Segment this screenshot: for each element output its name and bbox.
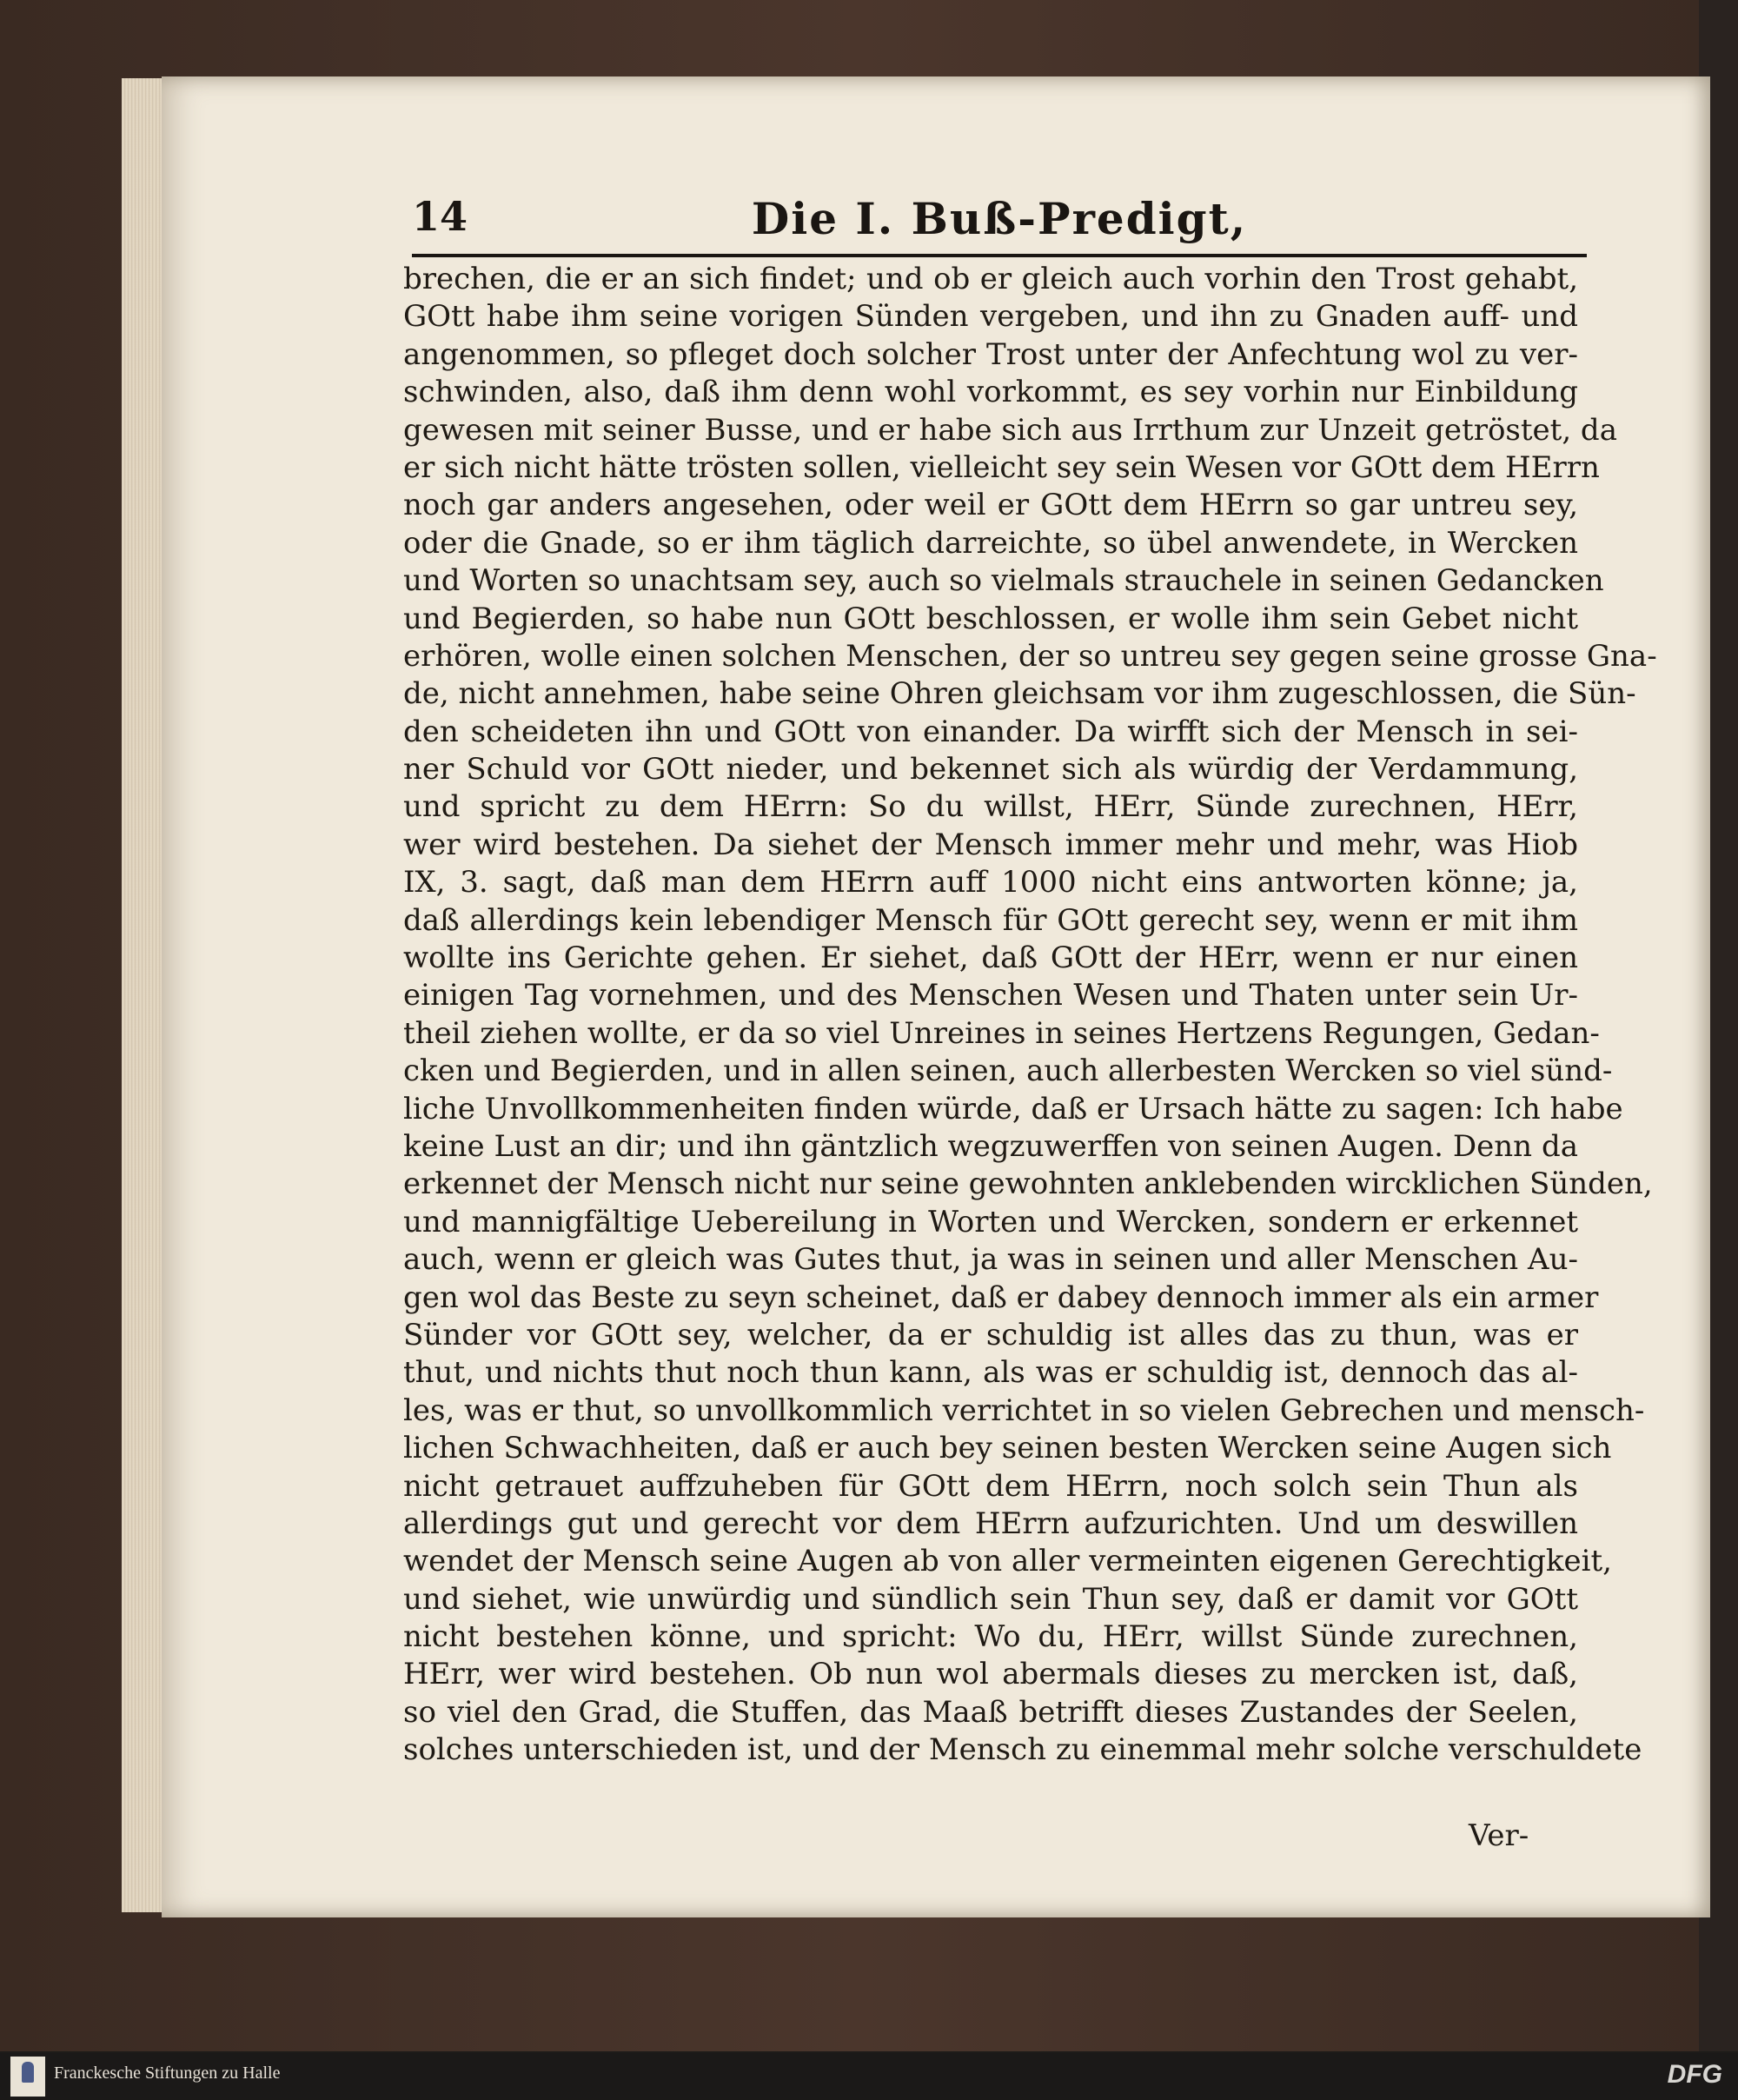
page-number: 14 (412, 193, 468, 240)
text-line: daß allerdings kein lebendiger Mensch für GOtt gerecht sey, wenn er mit ihm (403, 902, 1578, 938)
text-line: und Begierden, so habe nun GOtt beschlossen, er wolle ihm sein Gebet nicht (403, 601, 1578, 636)
text-line: gen wol das Beste zu seyn scheinet, daß er dabey dennoch immer als ein armer (403, 1279, 1599, 1315)
body-text (403, 261, 1657, 1770)
text-line: nicht getrauet auffzuheben für GOtt dem HErrn, noch solch sein Thun als (403, 1468, 1578, 1504)
catchword: Ver- (1469, 1818, 1529, 1853)
text-line: schwinden, also, daß ihm denn wohl vorkommt, es sey vorhin nur Einbildung (403, 375, 1578, 410)
text-line: solches unterschieden ist, und der Mensch zu einemmal mehr solche verschuldete (403, 1732, 1642, 1768)
text-line: thut, und nichts thut noch thun kann, als was er schuldig ist, dennoch das al- (403, 1355, 1578, 1391)
text-line: den scheideten ihn und GOtt von einander. Da wirfft sich der Mensch in sei- (403, 714, 1578, 749)
text-line: ner Schuld vor GOtt nieder, und bekennet sich als würdig der Verdammung, (403, 752, 1578, 788)
text-line: noch gar anders angesehen, oder weil er GOtt dem HErrn so gar untreu sey, (403, 488, 1578, 523)
text-line: wer wird bestehen. Da siehet der Mensch immer mehr und mehr, was Hiob (403, 827, 1578, 862)
footer-bar (0, 2053, 1738, 2100)
text-line: cken und Begierden, und in allen seinen, auch allerbesten Wercken so viel sünd- (403, 1053, 1613, 1089)
text-line: wollte ins Gerichte gehen. Er siehet, daß GOtt der HErr, wenn er nur einen (403, 940, 1578, 976)
header-rule (412, 254, 1587, 257)
text-line: oder die Gnade, so er ihm täglich darreichte, so übel anwendete, in Wercken (403, 525, 1578, 561)
text-line: und siehet, wie unwürdig und sündlich sein Thun sey, daß er damit vor GOtt (403, 1581, 1578, 1617)
text-line: GOtt habe ihm seine vorigen Sünden vergeben, und ihn zu Gnaden auff- und (403, 299, 1578, 335)
institution-label: Franckesche Stiftungen zu Halle (54, 2063, 281, 2083)
text-line: theil ziehen wollte, er da so viel Unreines in seines Hertzens Regungen, Gedan- (403, 1015, 1600, 1051)
institution-logo-icon (10, 2057, 45, 2097)
text-line: nicht bestehen könne, und spricht: Wo du, HErr, willst Sünde zurechnen, (403, 1619, 1578, 1655)
text-line: und Worten so unachtsam sey, auch so vielmals strauchele in seinen Gedancken (403, 563, 1604, 599)
page-header (412, 193, 1587, 254)
dfg-logo: DFG (1667, 2060, 1722, 2089)
text-line: gewesen mit seiner Busse, und er habe sich aus Irrthum zur Unzeit getröstet, da (403, 412, 1617, 448)
text-line: und mannigfältige Uebereilung in Worten und Wercken, sondern er erkennet (403, 1204, 1578, 1239)
text-line: brechen, die er an sich findet; und ob er gleich auch vorhin den Trost gehabt, (403, 262, 1578, 296)
text-line: les, was er thut, so unvollkommlich verrichtet in so vielen Gebrechen und mensch- (403, 1392, 1645, 1428)
text-line: keine Lust an dir; und ihn gäntzlich wegzuwerffen von seinen Augen. Denn da (403, 1128, 1578, 1164)
text-line: allerdings gut und gerecht vor dem HErrn aufzurichten. Und um deswillen (403, 1505, 1578, 1541)
text-line: liche Unvollkommenheiten finden würde, daß er Ursach hätte zu sagen: Ich habe (403, 1091, 1623, 1126)
text-line: auch, wenn er gleich was Gutes thut, ja was in seinen und aller Menschen Au- (403, 1242, 1578, 1278)
text-line: angenommen, so pfleget doch solcher Trost unter der Anfechtung wol zu ver- (403, 336, 1578, 372)
text-line: HErr, wer wird bestehen. Ob nun wol abermals dieses zu mercken ist, daß, (403, 1657, 1578, 1692)
text-line: einigen Tag vornehmen, und des Menschen Wesen und Thaten unter sein Ur- (403, 978, 1578, 1013)
text-line: erkennet der Mensch nicht nur seine gewohnten anklebenden wircklichen Sünden, (403, 1166, 1653, 1202)
text-line: Sünder vor GOtt sey, welcher, da er schuldig ist alles das zu thun, was er (403, 1317, 1578, 1352)
text-line: und spricht zu dem HErrn: So du willst, HErr, Sünde zurechnen, HErr, (403, 789, 1578, 825)
text-line: er sich nicht hätte trösten sollen, vielleicht sey sein Wesen vor GOtt dem HErrn (403, 449, 1600, 485)
text-line: lichen Schwachheiten, daß er auch bey seinen besten Wercken seine Augen sich (403, 1431, 1612, 1466)
running-title: Die I. Buß-Predigt, (751, 193, 1248, 244)
text-line: erhören, wolle einen solchen Menschen, der so untreu sey gegen seine grosse Gna- (403, 638, 1657, 674)
text-line: so viel den Grad, die Stuffen, das Maaß betrifft dieses Zustandes der Seelen, (403, 1694, 1578, 1730)
text-line: de, nicht annehmen, habe seine Ohren gleichsam vor ihm zugeschlossen, die Sün- (403, 676, 1636, 712)
text-line: IX, 3. sagt, daß man dem HErrn auff 1000 nicht eins antworten könne; ja, (403, 865, 1578, 900)
text-line: wendet der Mensch seine Augen ab von aller vermeinten eigenen Gerechtigkeit, (403, 1544, 1612, 1579)
